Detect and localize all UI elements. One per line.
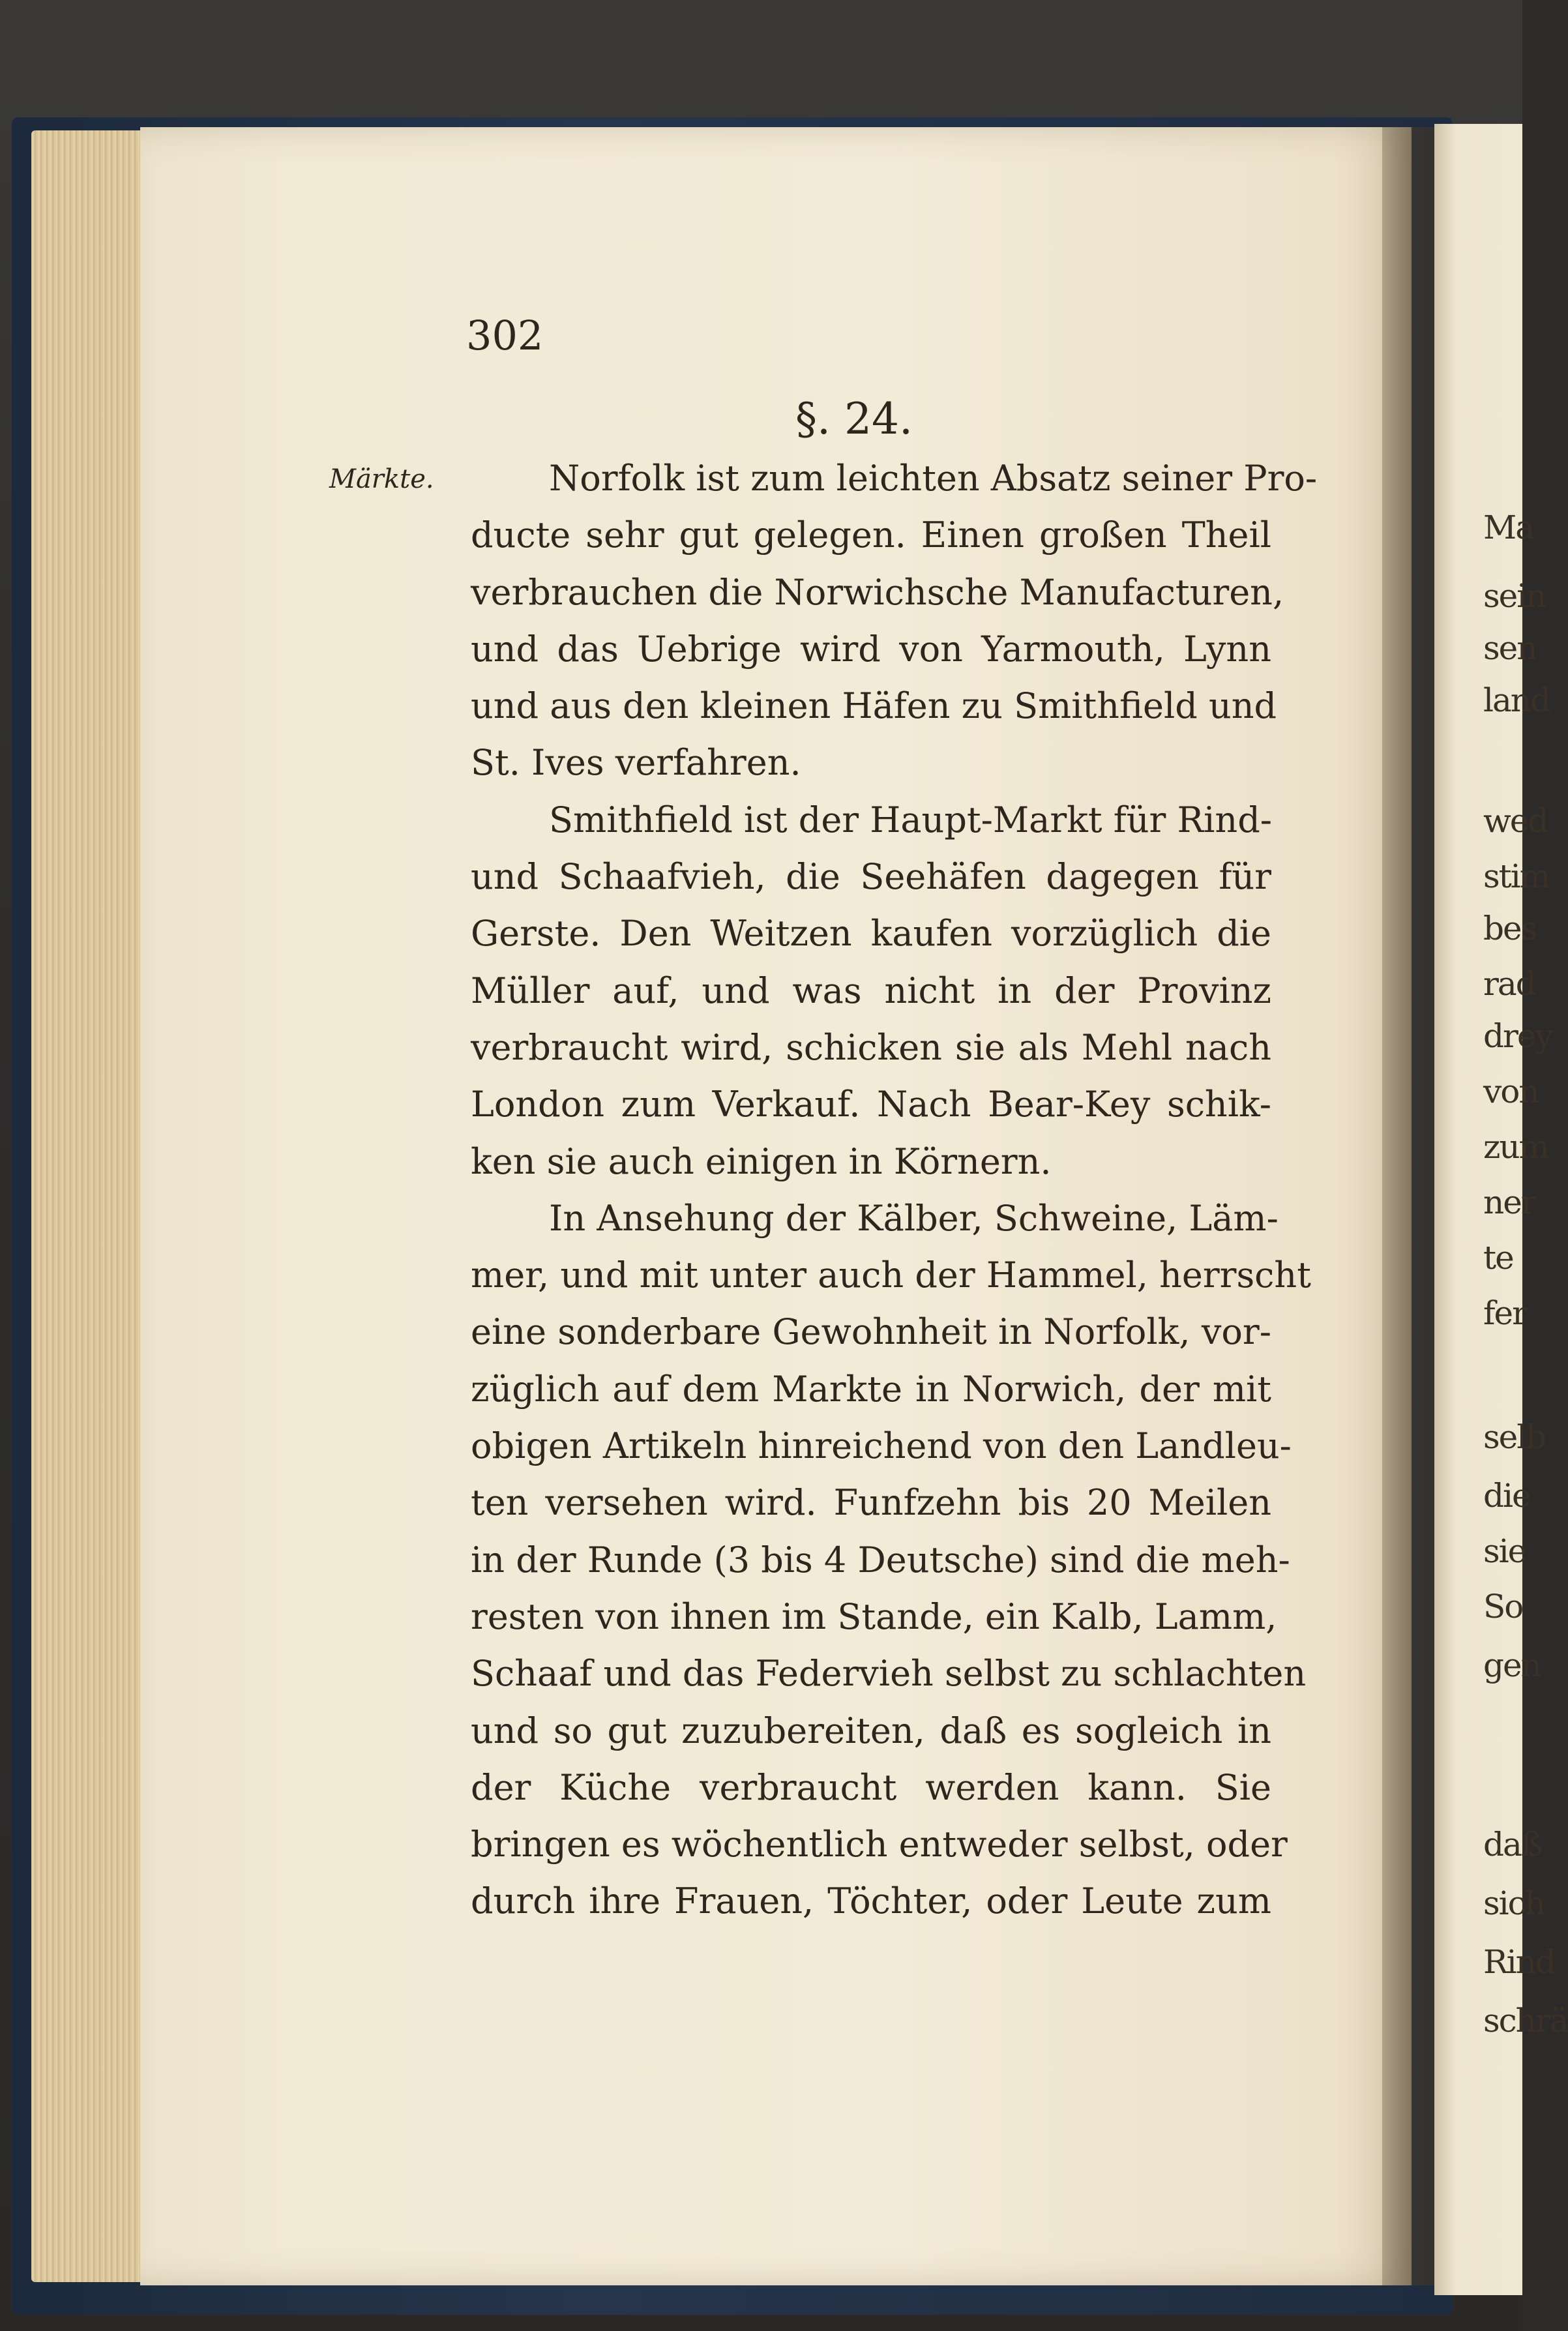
text-line: ken sie auch einigen in Körnern. (471, 1140, 1052, 1182)
facing-page-fragment: wed (1483, 802, 1548, 840)
text-line: London zum Verkauf. Nach Bear-Key schik- (471, 1084, 1271, 1125)
section-heading: §. 24. (795, 394, 913, 444)
text-line: durch ihre Frauen, Töchter, oder Leute zum (471, 1880, 1271, 1922)
facing-page-fragment: bes (1483, 910, 1537, 947)
facing-page-fragment: te (1483, 1239, 1513, 1277)
facing-page-fragment: sein (1483, 577, 1546, 615)
text-line: verbrauchen die Norwichsche Manufacturen, (471, 571, 1284, 613)
text-line: ducte sehr gut gelegen. Einen großen Theil (471, 514, 1271, 556)
text-line: Gerste. Den Weitzen kaufen vorzüglich die (471, 913, 1271, 955)
text-line: verbraucht wird, schicken sie als Mehl nach (471, 1026, 1271, 1068)
facing-page-fragment: stim (1483, 857, 1550, 895)
text-line: in der Runde (3 bis 4 Deutsche) sind die meh- (471, 1539, 1290, 1581)
text-line: Norfolk ist zum leichten Absatz seiner Pro- (549, 458, 1318, 499)
text-line: bringen es wöchentlich entweder selbst, oder (471, 1824, 1288, 1865)
gutter-shadow (1382, 127, 1441, 2285)
facing-page-fragment: drey (1483, 1017, 1552, 1055)
text-line: ten versehen wird. Funfzehn bis 20 Meilen (471, 1482, 1271, 1524)
facing-page-fragment: rad (1483, 965, 1535, 1003)
text-line: Schaaf und das Federvieh selbst zu schlachten (471, 1653, 1307, 1695)
page-edges (31, 130, 149, 2282)
facing-page-fragment: schrä (1483, 2002, 1568, 2040)
facing-page-fragment: die (1483, 1477, 1530, 1515)
text-line: In Ansehung der Kälber, Schweine, Läm- (549, 1197, 1279, 1239)
facing-page-fragment: sen (1483, 629, 1537, 667)
text-line: und so gut zuzubereiten, daß es sogleich in (471, 1710, 1271, 1751)
margin-note: Märkte. (329, 464, 434, 494)
facing-page-fragment: sich (1483, 1884, 1545, 1922)
facing-page-fragment: sie (1483, 1532, 1526, 1570)
facing-page-fragment: Ma (1483, 509, 1534, 546)
text-line: der Küche verbraucht werden kann. Sie (471, 1766, 1271, 1808)
facing-page-fragment: Rind (1483, 1943, 1555, 1981)
facing-page-fragment: daß (1483, 1826, 1542, 1863)
text-line: resten von ihnen im Stande, ein Kalb, Lamm, (471, 1596, 1277, 1637)
text-line: und aus den kleinen Häfen zu Smithfield und (471, 685, 1277, 727)
facing-page-fragment: von (1483, 1073, 1539, 1110)
text-line: St. Ives verfahren. (471, 742, 801, 784)
facing-page-fragment: So (1483, 1588, 1523, 1626)
text-line: und Schaafvieh, die Seehäfen dagegen für (471, 856, 1271, 898)
text-line: mer, und mit unter auch der Hammel, herrscht (471, 1255, 1311, 1296)
body-text (471, 450, 1318, 1930)
facing-page-fragment: gen (1483, 1646, 1541, 1684)
text-line: obigen Artikeln hinreichend von den Landleu- (471, 1425, 1292, 1467)
facing-page-fragment: ner (1483, 1183, 1535, 1221)
facing-page-fragment: land (1483, 681, 1550, 719)
facing-page-fragment: selb (1483, 1418, 1546, 1456)
facing-page (1434, 124, 1568, 2295)
facing-page-fragment: fer (1483, 1294, 1526, 1332)
text-line: eine sonderbare Gewohnheit in Norfolk, vor- (471, 1311, 1271, 1353)
page-number: 302 (466, 312, 544, 359)
facing-page-fragment: zum (1483, 1128, 1548, 1166)
text-line: züglich auf dem Markte in Norwich, der mit (471, 1368, 1271, 1410)
text-line: Smithfield ist der Haupt-Markt für Rind- (549, 799, 1273, 840)
text-line: Müller auf, und was nicht in der Provinz (471, 970, 1271, 1011)
text-line: und das Uebrige wird von Yarmouth, Lynn (471, 628, 1271, 670)
